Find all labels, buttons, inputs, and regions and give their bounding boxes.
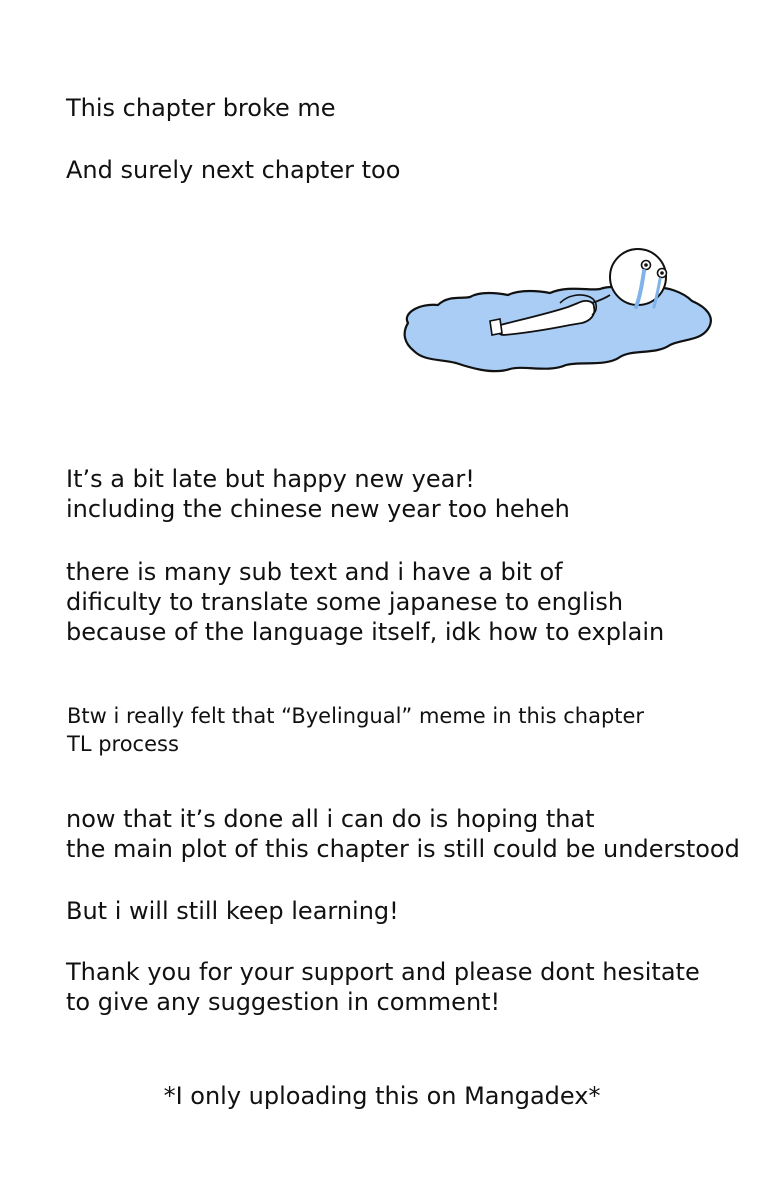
crying-figure-in-puddle-icon [400, 245, 718, 395]
note-line-subtext: there is many sub text and i have a bit of [66, 558, 563, 586]
note-line-done: now that it’s done all i can do is hoping that [66, 805, 595, 833]
note-line-difficulty: dificulty to translate some japanese to english [66, 588, 624, 616]
note-line-suggestion: to give any suggestion in comment! [66, 988, 501, 1016]
note-line-main-plot: the main plot of this chapter is still could be understood [66, 835, 740, 863]
note-line-language: because of the language itself, idk how to explain [66, 618, 665, 646]
note-line-thank-you: Thank you for your support and please dont hesitate [66, 958, 700, 986]
upload-notice: *I only uploading this on Mangadex* [163, 1082, 601, 1110]
note-line-broke-me: This chapter broke me [66, 94, 336, 122]
puddle-shape [405, 287, 711, 371]
note-line-new-year: It’s a bit late but happy new year! [66, 465, 475, 493]
note-line-tl-process: TL process [67, 732, 179, 756]
note-line-chinese-new-year: including the chinese new year too heheh [66, 495, 570, 523]
note-line-byelingual-meme: Btw i really felt that “Byelingual” meme in this chapter [67, 704, 645, 728]
note-line-next-chapter: And surely next chapter too [66, 156, 401, 184]
note-line-keep-learning: But i will still keep learning! [66, 897, 399, 925]
